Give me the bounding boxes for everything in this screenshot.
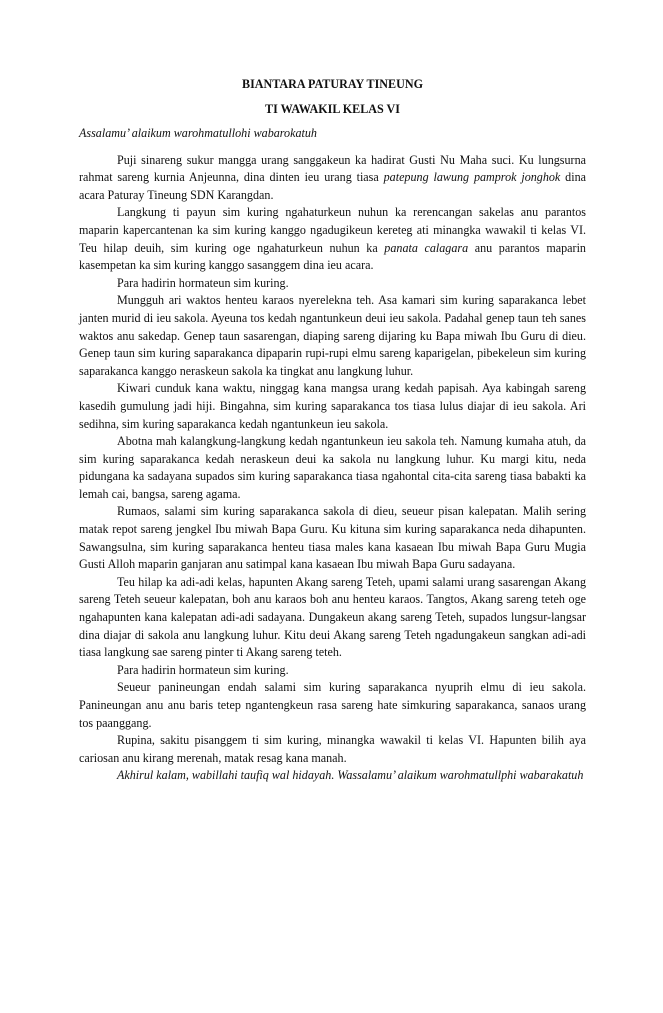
paragraph-2: Langkung ti payun sim kuring ngahaturkeun nuhun ka rerencangan sakelas anu parantos maparin kapercantenan ka sim kuring kanggo ngadugikeun kereteg ati minangka wawakil ti kelas VI. Teu hilap deuih, sim kuring oge ngahaturkeun nuhun ka panata calagara anu parantos maparin kasempetan ka sim kuring kanggo sasanggem dina ieu acara.	[79, 205, 586, 273]
italic-phrase: panata calagara	[384, 240, 469, 255]
document-page	[79, 76, 586, 785]
paragraph-1: Puji sinareng sukur mangga urang sanggakeun ka hadirat Gusti Nu Maha suci. Ku lungsurna rahmat sareng kurnia Anjeunna, dina dinten ieu urang tiasa patepung lawung pamprok jonghok dina acara Paturay Tineung SDN Karangdan.	[79, 152, 586, 202]
opening-salam: Assalamu’ alaikum warohmatullohi wabarokatuh	[79, 126, 317, 140]
paragraph-6: Abotna mah kalangkung-langkung kedah ngantunkeun ieu sakola teh. Namung kumaha atuh, da sim kuring saparakanca kedah neraskeun deui ka sakola nu langkung luhur. Ku margi kitu, neda pidungana ka sadayana supados sim kuring saparakanca tiasa ngahontal cita-cita sareng tiasa babakti ka lemah cai, bangsa, sareng agama.	[79, 434, 586, 501]
paragraph-9: Para hadirin hormateun sim kuring.	[117, 662, 289, 677]
document-subtitle: TI WAWAKIL KELAS VI	[265, 102, 400, 116]
paragraph-11: Rupina, sakitu pisanggem ti sim kuring, minangka wawakil ti kelas VI. Hapunten bilih aya cariosan anu kirang merenah, matak resag kana manah.	[79, 733, 586, 765]
paragraph-4: Mungguh ari waktos henteu karaos nyerelekna teh. Asa kamari sim kuring saparakanca lebet janten murid di ieu sakola. Ayeuna tos kedah ngantunkeun deui ieu sakola. Padahal genep taun teh sanes waktos anu sakedap. Genep taun sasarengan, diaping sareng dijaring ku Bapa miwah Ibu Guru di dieu. Genep taun sim kuring saparakanca dipaparin rupi-rupi elmu sareng kaparigelan, pibekeleun sim kuring saparakanca kanggo neraskeun sakola ka tingkat anu langkung luhur.	[79, 293, 586, 378]
paragraph-10: Seueur panineungan endah salami sim kuring saparakanca nyuprih elmu di ieu sakola. Panineungan anu anu baris tetep ngantengkeun rasa sareng hate simkuring saparakanca, sanaos urang tos paanggang.	[79, 680, 586, 730]
paragraph-7: Rumaos, salami sim kuring saparakanca sakola di dieu, seueur pisan kalepatan. Malih sering matak repot sareng jengkel Ibu miwah Bapa Guru. Ku kituna sim kuring saparakanca neda dihapunten. Sawangsulna, sim kuring saparakanca henteu tiasa males kana kasaean Ibu miwah Bapa Guru Mugia Gusti Alloh maparin ganjaran anu satimpal kana kasaean Ibu miwah Bapa Guru sadayana.	[79, 504, 586, 572]
italic-phrase: patepung lawung pamprok jonghok	[383, 170, 561, 185]
paragraph-8: Teu hilap ka adi-adi kelas, hapunten Akang sareng Teteh, upami salami urang sasarengan Akang sareng Teteh seueur kalepatan, boh anu karaos boh anu henteu karaos. Tangtos, Akang sareng teteh oge ngahapunten kana kalepatan adi-adi sadayana. Dungakeun akang sareng Teteh, supados lungsur-langsar dina diajar di sakola anu langkung luhur. Kitu deui Akang sareng Teteh ngadungakeun sangkan adi-adi tiasa langkung sae sareng pinter ti Akang sareng teteh.	[79, 574, 586, 660]
paragraph-3: Para hadirin hormateun sim kuring.	[117, 275, 289, 290]
document-title: BIANTARA PATURAY TINEUNG	[242, 77, 423, 91]
paragraph-5: Kiwari cunduk kana waktu, ninggag kana mangsa urang kedah papisah. Aya kabingah sareng kasedih gumulung jadi hiji. Bingahna, sim kuring saparakanca tos tiasa lulus diajar di ieu sakola. Ari sedihna, sim kuring saparakanca kedah ngantunkeun ieu sakola.	[79, 381, 586, 431]
closing-salam: Akhirul kalam, wabillahi taufiq wal hidayah. Wassalamu’ alaikum warohmatullphi wabarakatuh	[117, 768, 584, 783]
